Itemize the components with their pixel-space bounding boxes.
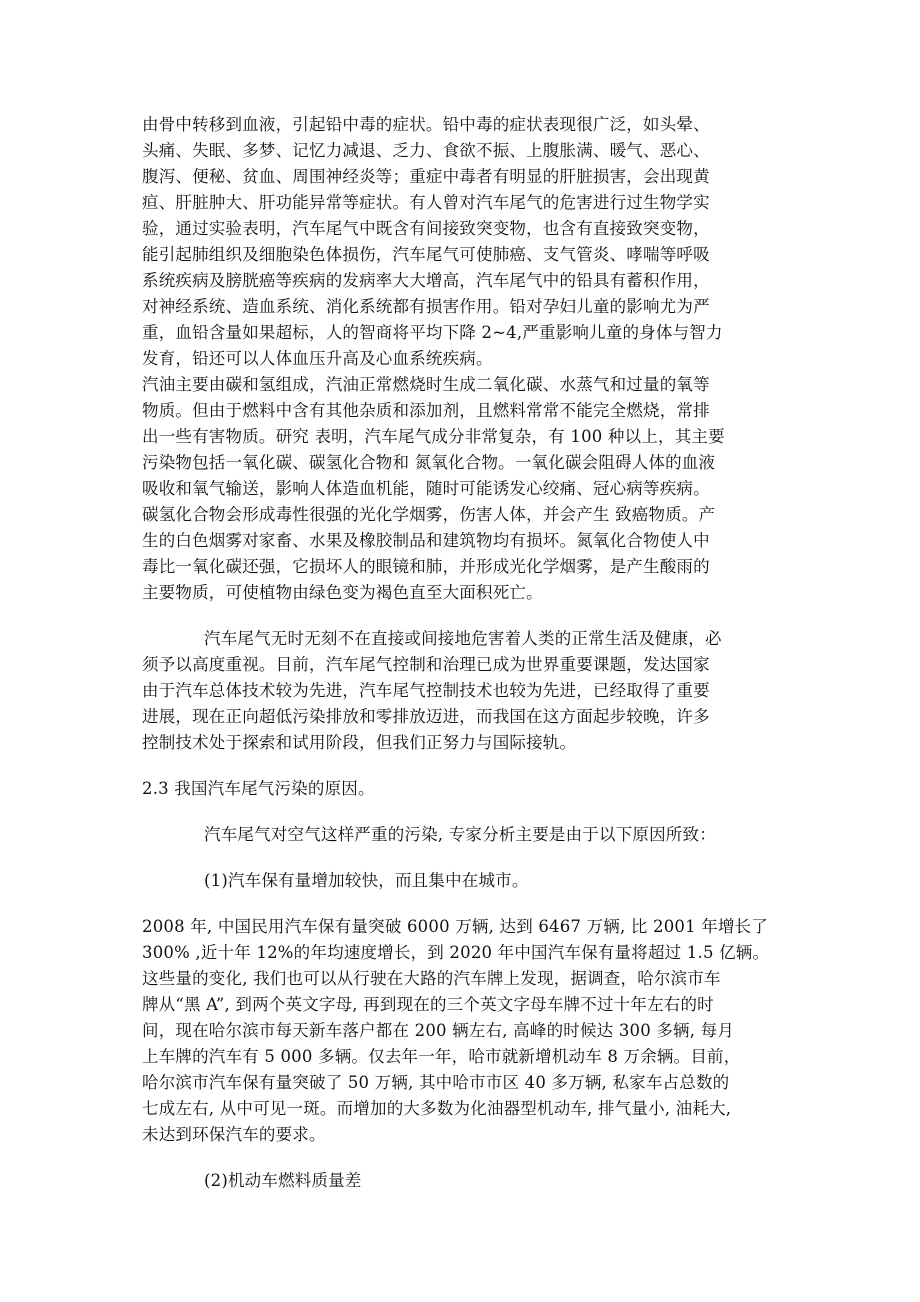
paragraph-2-line-3: 出一些有害物质。研究 表明，汽车尾气成分非常复杂，有 100 种以上，其主要 [142, 427, 725, 446]
item-2-heading: (2)机动车燃料质量差 [204, 1171, 362, 1190]
section-intro: 汽车尾气对空气这样严重的污染, 专家分析主要是由于以下原因所致： [204, 825, 716, 844]
paragraph-1-line-10: 发育，铅还可以人体血压升高及心血系统疾病。 [142, 349, 493, 368]
paragraph-1-line-6: 能引起肺组织及细胞染色体损伤，汽车尾气可使肺癌、支气管炎、哮喘等呼吸 [142, 245, 710, 264]
paragraph-1-line-4: 疸、肝脏肿大、肝功能异常等症状。有人曾对汽车尾气的危害进行过生物学实 [142, 193, 710, 212]
item-1-body-line-2: 300% ,近十年 12%的年均速度增长，到 2020 年中国汽车保有量将超过 1.5 亿辆。 [142, 943, 770, 962]
paragraph-2-line-9: 主要物质，可使植物由绿色变为褐色直至大面积死亡。 [142, 583, 543, 602]
item-1-heading: (1)汽车保有量增加较快，而且集中在城市。 [204, 871, 529, 890]
paragraph-2-line-2: 物质。但由于燃料中含有其他杂质和添加剂，且燃料常常不能完全燃烧，常排 [142, 401, 710, 420]
paragraph-3-line-3: 由于汽车总体技术较为先进，汽车尾气控制技术也较为先进，已经取得了重要 [142, 681, 710, 700]
paragraph-1-line-5: 验，通过实验表明，汽车尾气中既含有间接致突变物，也含有直接致突变物， [142, 219, 710, 238]
paragraph-2-line-7: 生的白色烟雾对家畜、水果及橡胶制品和建筑物均有损坏。氮氧化合物使人中 [142, 531, 710, 550]
item-1-body-line-8: 七成左右, 从中可见一斑。而增加的大多数为化油器型机动车, 排气量小, 油耗大, [142, 1099, 732, 1118]
paragraph-3-line-5: 控制技术处于探索和试用阶段，但我们正努力与国际接轨。 [142, 733, 577, 752]
paragraph-3-line-4: 进展，现在正向超低污染排放和零排放迈进，而我国在这方面起步较晚，许多 [142, 707, 710, 726]
item-1-body-line-9: 未达到环保汽车的要求。 [142, 1125, 326, 1144]
paragraph-1-line-2: 头痛、失眠、多梦、记忆力减退、乏力、食欲不振、上腹胀满、暖气、恶心、 [142, 141, 710, 160]
paragraph-1-line-7: 系统疾病及膀胱癌等疾病的发病率大大增高，汽车尾气中的铅具有蓄积作用， [142, 271, 710, 290]
paragraph-1-line-1: 由骨中转移到血液，引起铅中毒的症状。铅中毒的症状表现很广泛，如头晕、 [142, 115, 710, 134]
paragraph-1-line-9: 重，血铅含量如果超标，人的智商将平均下降 2~4,严重影响儿童的身体与智力 [142, 323, 723, 342]
paragraph-2-line-1: 汽油主要由碳和氢组成，汽油正常燃烧时生成二氧化碳、水蒸气和过量的氧等 [142, 375, 710, 394]
paragraph-2-line-6: 碳氢化合物会形成毒性很强的光化学烟雾，伤害人体，并会产生 致癌物质。产 [142, 505, 716, 524]
item-1-body-line-4: 牌从“黑 A”, 到两个英文字母, 再到现在的三个英文字母车牌不过十年左右的时 [142, 995, 714, 1014]
paragraph-2-line-4: 污染物包括一氧化碳、碳氢化合物和 氮氧化合物。一氧化碳会阻碍人体的血液 [142, 453, 716, 472]
item-1-body-line-6: 上车牌的汽车有 5 000 多辆。仅去年一年，哈市就新增机动车 8 万余辆。目前， [142, 1047, 741, 1066]
item-1-body-line-5: 间，现在哈尔滨市每天新车落户都在 200 辆左右, 高峰的时候达 300 多辆, 每月 [142, 1021, 735, 1040]
section-heading: 2.3 我国汽车尾气污染的原因。 [142, 779, 375, 798]
item-1-body-line-3: 这些量的变化, 我们也可以从行驶在大路的汽车牌上发现，据调查，哈尔滨市车 [142, 969, 721, 988]
paragraph-2-line-5: 吸收和氧气输送，影响人体造血机能，随时可能诱发心绞痛、冠心病等疾病。 [142, 479, 710, 498]
paragraph-2-line-8: 毒比一氧化碳还强，它损坏人的眼镜和肺，并形成光化学烟雾，是产生酸雨的 [142, 557, 710, 576]
paragraph-1-line-3: 腹泻、便秘、贫血、周围神经炎等；重症中毒者有明显的肝脏损害，会出现黄 [142, 167, 710, 186]
paragraph-1-line-8: 对神经系统、造血系统、消化系统都有损害作用。铅对孕妇儿童的影响尤为严 [142, 297, 710, 316]
paragraph-3-line-1: 汽车尾气无时无刻不在直接或间接地危害着人类的正常生活及健康，必 [204, 629, 722, 648]
paragraph-3-line-2: 须予以高度重视。目前，汽车尾气控制和治理已成为世界重要课题，发达国家 [142, 655, 710, 674]
item-1-body-line-7: 哈尔滨市汽车保有量突破了 50 万辆, 其中哈市市区 40 多万辆, 私家车占总数的 [142, 1073, 730, 1092]
item-1-body-line-1: 2008 年, 中国民用汽车保有量突破 6000 万辆, 达到 6467 万辆, 比 2001 年增长了 [142, 917, 769, 936]
